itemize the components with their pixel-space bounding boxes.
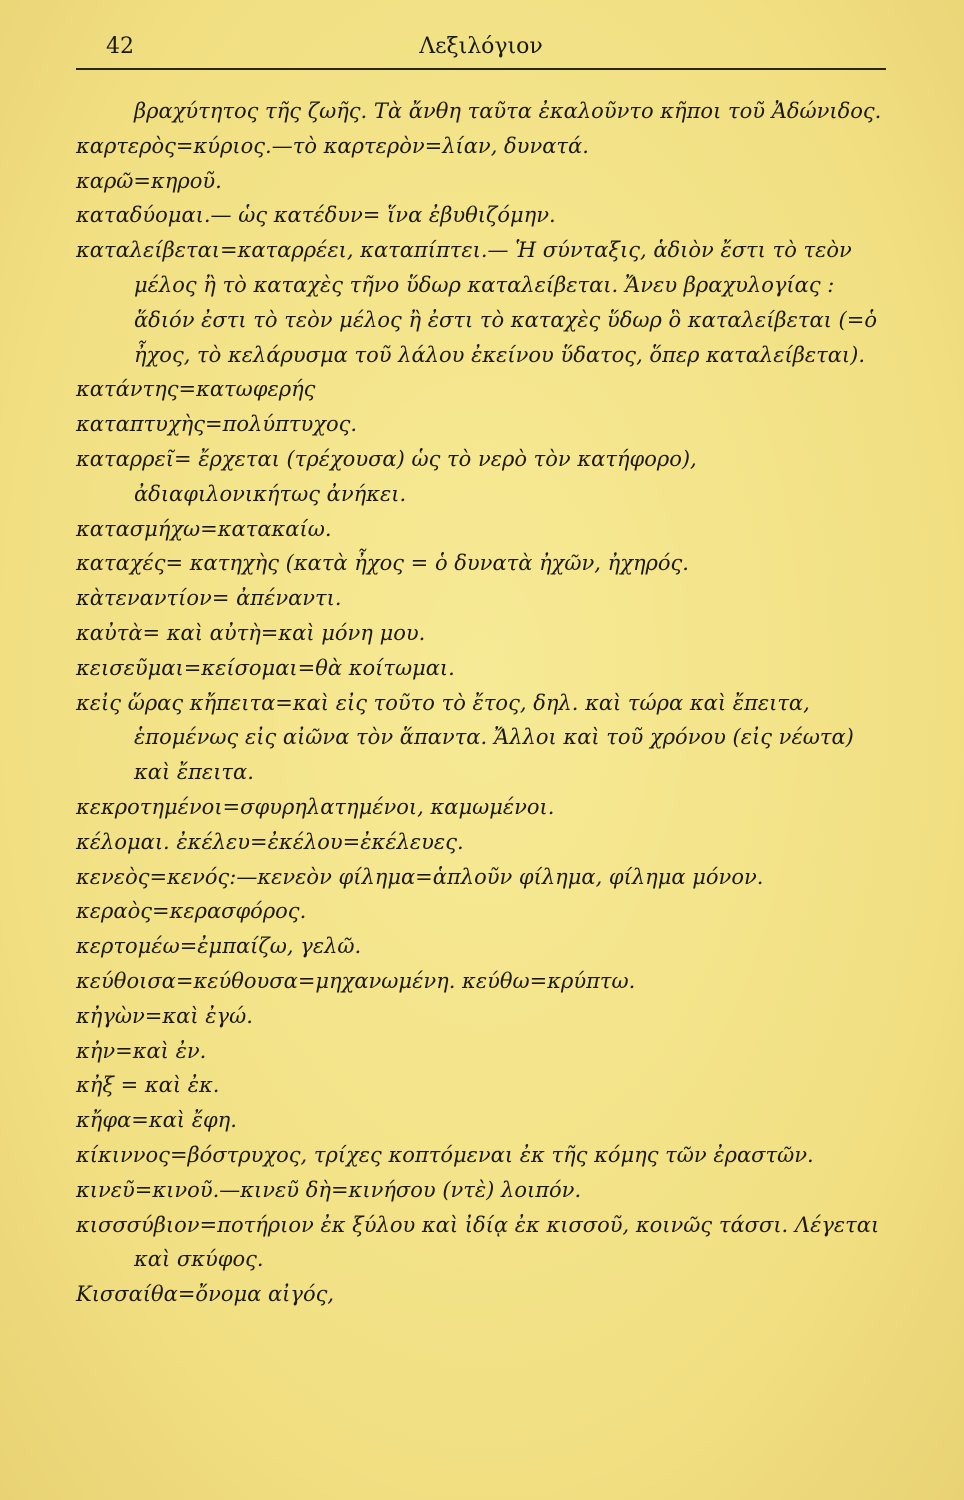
glossary-entry: κἠξ = καὶ ἐκ.	[76, 1073, 220, 1098]
glossary-entry: κισσσύβιον=ποτήριον ἐκ ξύλου καὶ ἰδίᾳ ἐκ κισσοῦ, κοινῶς τάσσι. Λέγεται καὶ σκύφος.	[76, 1212, 880, 1272]
glossary-entry: κἠγὼν=καὶ ἐγώ.	[76, 1003, 253, 1028]
running-title: Λεξιλόγιον	[419, 34, 543, 59]
glossary-entry: βραχύτητος τῆς ζωῆς. Τὰ ἄνθη ταῦτα ἐκαλοῦντο κῆποι τοῦ Ἀδώνιδος.	[134, 99, 882, 123]
glossary-entry: καρτερὸς=κύριος.—τὸ καρτερὸν=λίαν, δυνατά.	[76, 133, 589, 158]
glossary-entry: κεραὸς=κερασφόρος.	[76, 899, 307, 924]
glossary-entry: κεκροτημένοι=σφυρηλατημένοι, καμωμένοι.	[76, 794, 555, 819]
glossary-entry: κινεῦ=κινοῦ.—κινεῦ δὴ=κινήσου (ντὲ) λοιπόν.	[76, 1177, 582, 1202]
glossary-entry: Κισσαίθα=ὄνομα αἰγός,	[76, 1282, 335, 1307]
glossary-entry: κεισεῦμαι=κείσομαι=θὰ κοίτωμαι.	[76, 655, 455, 680]
glossary-entries	[76, 94, 888, 1312]
glossary-entry: κεύθοισα=κεύθουσα=μηχανωμένη. κεύθω=κρύπτω.	[76, 968, 636, 993]
page-header	[76, 30, 886, 66]
glossary-entry: κενεὸς=κενός:—κενεὸν φίλημα=ἁπλοῦν φίλημα, φίλημα μόνον.	[76, 864, 764, 889]
glossary-entry: κατάντης=κατωφερής	[76, 377, 316, 402]
glossary-entry: κέλομαι. ἐκέλευ=ἐκέλου=ἐκέλευες.	[76, 829, 464, 854]
page-number: 42	[106, 34, 134, 59]
glossary-entry: καταχές= κατηχὴς (κατὰ ἦχος = ὁ δυνατὰ ἠχῶν, ἠχηρός.	[76, 551, 689, 576]
glossary-entry: κὰτεναντίον= ἀπέναντι.	[76, 586, 342, 611]
glossary-entry: καταλείβεται=καταρρέει, καταπίπτει.— Ἡ σύνταξις, ἁδιὸν ἔστι τὸ τεὸν μέλος ἢ τὸ καταχὲς τῆνο ὕδωρ καταλείβεται. Ἄνευ βραχυλογίας : ἅδιόν ἐστι τὸ τεὸν μέλος ἢ ἐστι τὸ καταχὲς ὕδωρ ὃ καταλείβεται (=ὁ ἦχος, τὸ κελάρυσμα τοῦ λάλου ἐκείνου ὕδατος, ὅπερ καταλείβεται).	[76, 238, 877, 367]
header-rule	[76, 68, 886, 70]
glossary-entry: κερτομέω=ἐμπαίζω, γελῶ.	[76, 934, 362, 959]
glossary-entry: καταδύομαι.— ὡς κατέδυν= ἵνα ἐβυθιζόμην.	[76, 203, 556, 228]
glossary-entry: κἠν=καὶ ἐν.	[76, 1038, 207, 1063]
glossary-entry: κεἰς ὥρας κἤπειτα=καὶ εἰς τοῦτο τὸ ἔτος, δηλ. καὶ τώρα καὶ ἔπειτα, ἑπομένως εἰς αἰῶνα τὸν ἅπαντα. Ἄλλοι καὶ τοῦ χρόνου (εἰς νέωτα) καὶ ἔπειτα.	[76, 690, 854, 785]
glossary-entry: καταρρεῖ= ἔρχεται (τρέχουσα) ὡς τὸ νερὸ τὸν κατήφορο), ἀδιαφιλονικήτως ἀνήκει.	[76, 446, 697, 506]
glossary-entry: καὐτὰ= καὶ αὐτὴ=καὶ μόνη μου.	[76, 620, 426, 645]
glossary-entry: καταπτυχὴς=πολύπτυχος.	[76, 412, 358, 437]
glossary-entry: κἤφα=καὶ ἔφη.	[76, 1108, 237, 1133]
glossary-entry: καρῶ=κηροῦ.	[76, 168, 222, 193]
glossary-entry: κίκιννος=βόστρυχος, τρίχες κοπτόμεναι ἐκ τῆς κόμης τῶν ἐραστῶν.	[76, 1142, 814, 1167]
glossary-entry: κατασμήχω=κατακαίω.	[76, 516, 332, 541]
